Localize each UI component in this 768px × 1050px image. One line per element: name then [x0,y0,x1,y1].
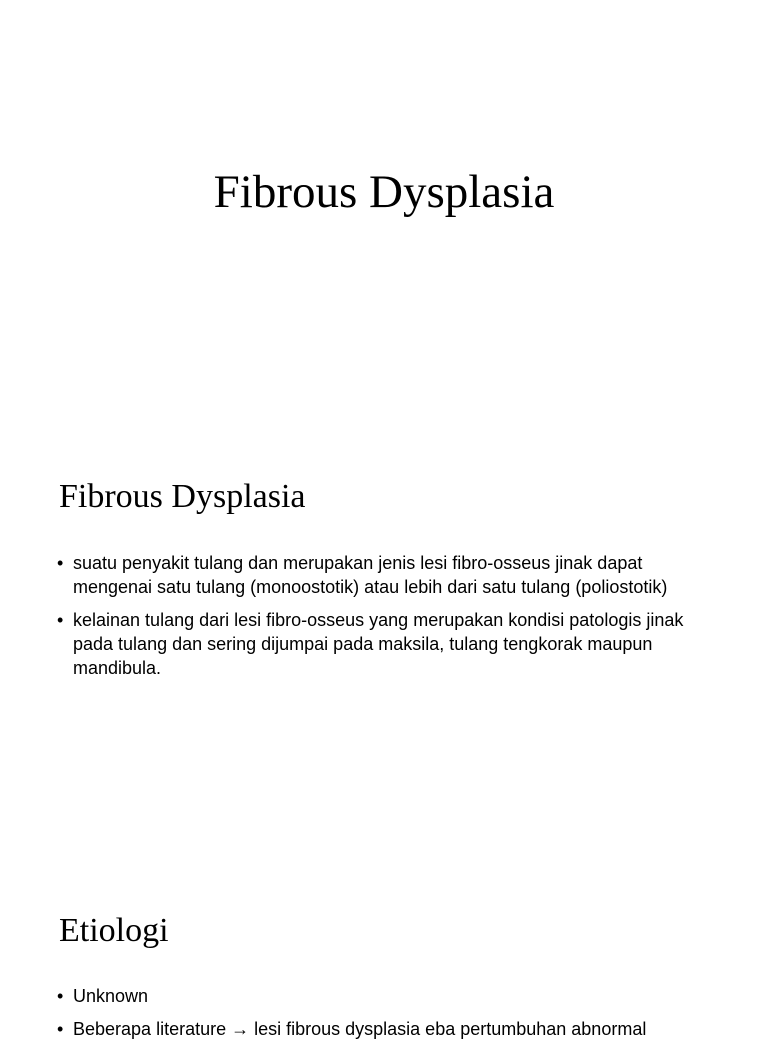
slide-title [0,0,768,432]
bullet-list [57,984,717,1050]
bullet-text: suatu penyakit tulang dan merupakan jenis lesi fibro-osseus jinak dapat mengenai satu tulang (monoostotik) atau lebih dari satu tulang (poliostotik) [73,553,668,597]
slide-heading: Etiologi [59,912,169,949]
bullet-item [57,1017,717,1041]
bullet-marker: • [57,610,64,630]
bullet-item [57,608,717,680]
bullet-list [57,551,717,689]
presentation-title: Fibrous Dysplasia [213,166,555,218]
bullet-item [57,984,717,1008]
bullet-text: Unknown [73,986,149,1006]
bullet-item [57,551,717,599]
bullet-marker: • [57,986,64,1006]
bullet-marker: • [57,1019,64,1039]
slide-etiology [0,864,768,1039]
bullet-text: kelainan tulang dari lesi fibro-osseus yang merupakan kondisi patologis jinak pada tulang dan sering dijumpai pada maksila, tulang tengkorak maupun mandibula. [73,610,684,678]
slide-heading: Fibrous Dysplasia [59,478,306,515]
bullet-text: Beberapa literature → lesi fibrous dysplasia eba pertumbuhan abnormal [73,1019,647,1039]
slide-definition [0,432,768,864]
bullet-marker: • [57,553,64,573]
